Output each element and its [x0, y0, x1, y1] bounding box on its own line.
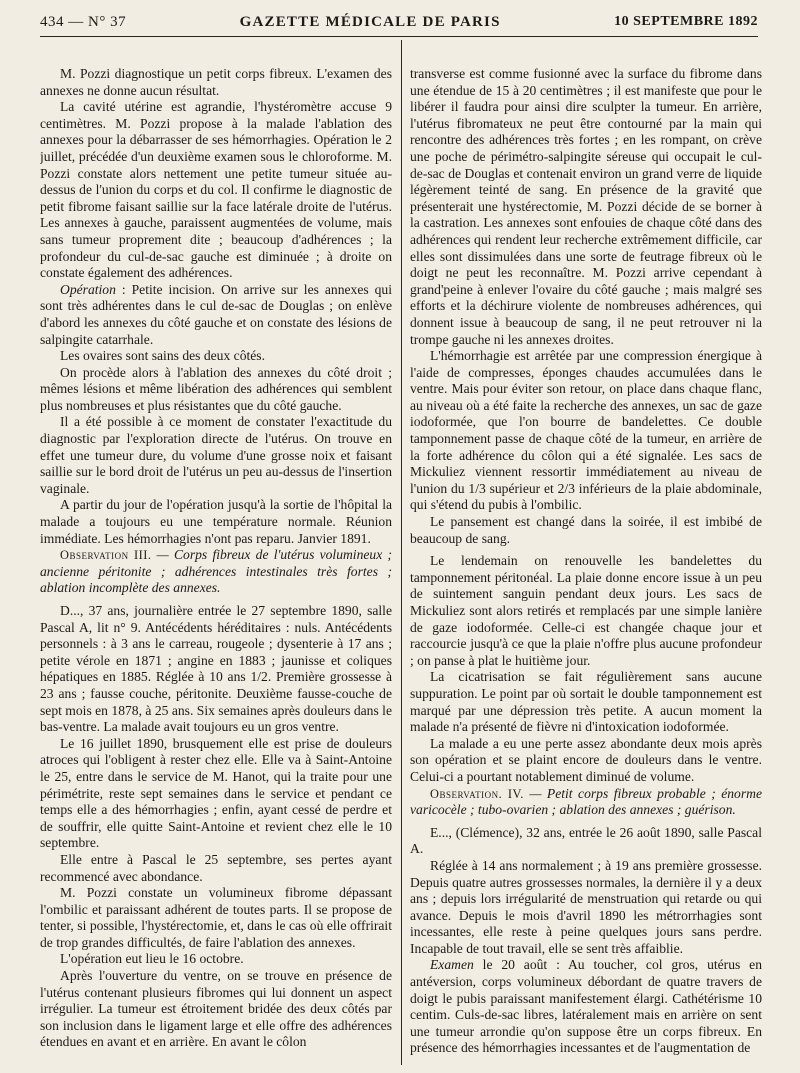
page-header	[40, 8, 758, 37]
paragraph: La cavité utérine est agrandie, l'hystéromètre accuse 9 centimètres. M. Pozzi propose à la malade l'ablation des annexes pour la débarrasser de ses hémorrhagies. Opération le 2 juillet, précédée d'un deuxième examen sous le chloroforme. M. Pozzi constate alors nettement une petite tumeur située au-dessus de l'union du corps et du col. Il confirme le diagnostic de petit fibrome faisant saillie sur la face latérale droite de l'utérus. Les annexes à gauche, paraissent augmentées de volume, mais sans tumeur proprement dite ; beaucoup d'adhérences ; la profondeur du cul-de-sac gauche est diminuée ; à droite on constate également des adhérences.	[40, 99, 392, 281]
observation-label: Observation. IV.	[430, 786, 524, 801]
paragraph: Il a été possible à ce moment de constater l'exactitude du diagnostic par l'exploration directe de l'utérus. On trouve en effet une tumeur dure, du volume d'une grosse noix et faisant saillie sur le bord droit de l'utérus un peu au-dessus de l'insertion vaginale.	[40, 414, 392, 496]
exam-label: Examen	[430, 957, 474, 973]
paragraph	[410, 957, 762, 1057]
paragraph	[40, 282, 392, 348]
journal-title: GAZETTE MÉDICALE DE PARIS	[239, 13, 501, 30]
observation-heading	[40, 547, 392, 597]
paragraph: L'hémorrhagie est arrêtée par une compression énergique à l'aide de compresses, éponges chaudes accumulées dans le ventre. Mais pour éviter son retour, on place dans chaque flanc, au niveau où a été faite la recherche des annexes, un sac de gaze iodoformée, que l'on bourre de bandelettes. Ce double tamponnement passe de chaque côté de la tumeur, en arrière de la forte adhérence du côlon qui a été signalée. Les sacs de Mickuliez viennent ressortir immédiatement au niveau de l'union du 1/3 supérieur et 2/3 inférieurs de la plaie abdominale, qui s'étend du pubis à l'ombilic.	[410, 348, 762, 513]
paragraph: Elle entre à Pascal le 25 septembre, ses pertes ayant recommencé avec abondance.	[40, 851, 392, 884]
observation-title: — Petit corps fibreux probable ; énorme varicocèle ; tubo-ovarien ; ablation des annexes ; guérison.	[410, 785, 762, 818]
observation-title: — Corps fibreux de l'utérus volumineux ; ancienne péritonite ; adhérences intestinales très fortes ; ablation incomplète des annexes.	[40, 547, 392, 596]
paragraph: La malade a eu une perte assez abondante deux mois après son opération et se plaint encore de douleurs dans le ventre. Celui-ci a pourtant notablement diminué de volume.	[410, 735, 762, 784]
paragraph: Le lendemain on renouvelle les bandelettes du tamponnement péritonéal. La plaie donne encore issue à un peu de suintement sanguin pendant deux jours. Les sacs de Mickuliez sont alors retirés et remplacés par une simple lanière de gaze iodoformée. Celle-ci est changée chaque jour et raccourcie jusqu'à ce que la plaie n'offre plus aucune profondeur ; on panse à plat le huitième jour.	[410, 553, 762, 668]
paragraph: Le 16 juillet 1890, brusquement elle est prise de douleurs atroces qui l'obligent à rester chez elle. Elle va à Saint-Antoine le 25, entre dans le service de M. Hanot, qui la traite pour une périmétrite, reste sept semaines dans le service et pendant ce temps elle a des hémorrhagies ; enfin, ayant cessé de perdre et de souffrir, elle quitte Saint-Antoine et revient chez elle le 10 septembre.	[40, 735, 392, 851]
paragraph: A partir du jour de l'opération jusqu'à la sortie de l'hôpital la malade a toujours eu une température normale. Réunion immédiate. Les hémorrhagies n'ont pas reparu. Janvier 1891.	[40, 497, 392, 546]
paragraph-text: le 20 août : Au toucher, col gros, utérus en antéversion, corps volumineux débordant de quatre travers de doigt le pubis paraissant manifestement élargi. Cathétérisme 10 centim. Culs-de-sac libres, latéralement mais en arrière on sent une tumeur arrondie qu'on suppose être un corps fibreux. En présence des hémorrhagies incessantes et de l'augmentation de	[410, 957, 762, 1056]
issue-date: 10 SEPTEMBRE 1892	[614, 14, 758, 29]
paragraph: Réglée à 14 ans normalement ; à 19 ans première grossesse. Depuis quatre autres grossesses normales, la dernière il y a deux ans ; depuis lors irrégularité de menstruation qui retarde ou qui avance. Depuis le mois d'avril 1890 les métrorrhagies sont incessantes, elle reste à peine quelques jours sans perdre. Incapable de tout travail, elle se sent très affaiblie.	[410, 857, 762, 956]
left-column	[40, 66, 392, 1066]
right-column	[410, 66, 762, 1066]
paragraph: Après l'ouverture du ventre, on se trouve en présence de l'utérus contenant plusieurs fibromes qui lui donnent un aspect irrégulier. La tumeur est étroitement bridée des deux côtés par son inclusion dans le ligament large et elle offre des adhérences étendues en avant et en arrière. En avant le côlon	[40, 968, 392, 1050]
paragraph: Les ovaires sont sains des deux côtés.	[60, 348, 265, 364]
paragraph: D..., 37 ans, journalière entrée le 27 septembre 1890, salle Pascal A, lit n° 9. Antécédents héréditaires : nuls. Antécédents personnels : à 3 ans le carreau, rougeole ; dysenterie à 17 ans ; petite vérole en 1871 ; angine en 1883 ; jaunisse et coliques hépatiques en 1885. Réglée à 10 ans 1/2. Première grossesse à 23 ans ; fausse couche, péritonite. Deuxième fausse-couche de sept mois en 1878, à 25 ans. Six semaines après douleurs dans le bas-ventre. La malade avait toujours eu un gros ventre.	[40, 603, 392, 735]
paragraph-text: : Petite incision. On arrive sur les annexes qui sont très adhérentes dans le cul de-sac de Douglas ; on enlève d'abord les annexes du côté gauche et on constate des lésions de salpingite catarrhale.	[40, 281, 392, 347]
paragraph: transverse est comme fusionné avec la surface du fibrome dans une étendue de 15 à 20 centimètres ; il est manifeste que pour le libérer il faudra pour ainsi dire sculpter la tumeur. En arrière, l'utérus fibromateux ne peut être contourné par la main qui rencontre des adhérences très fortes ; en les rompant, on crève une poche de périmétro-salpingite séreuse qui occupait le cul-de-sac de Douglas et contenait environ un grand verre de liquide légèrement teinté de sang. En présence de la gravité que présenterait une hystérectomie, M. Pozzi décide de se borner à la castration. Les annexes sont enfouies de chaque côté dans des adhérences qui rendent leur recherche extrêmement difficile, car elles sont dissimulées dans une sorte de feutrage fibreux où le doigt ne peut les reconnaître. M. Pozzi arrive cependant à grand'peine à enlever l'ovaire du côté gauche ; mais malgré ses efforts et la déchirure violente de nombreuses adhérences, qui donnent issue à beaucoup de sang, il ne peut retrouver ni la trompe gauche ni les annexes droites.	[410, 66, 762, 347]
observation-heading	[410, 786, 762, 819]
paragraph: On procède alors à l'ablation des annexes du côté droit ; mêmes lésions et même libération des adhérences qui semblent plus nombreuses et plus résistantes que du côté gauche.	[40, 364, 392, 413]
paragraph: M. Pozzi constate un volumineux fibrome dépassant l'ombilic et paraissant adhérent de toutes parts. Il se propose de tenter, si possible, l'hystérectomie, et, dans le cas où elle offrirait de trop grandes difficultés, de faire l'ablation des annexes.	[40, 885, 392, 950]
observation-label: Observation III.	[60, 548, 152, 563]
page-number: 434 — N° 37	[40, 13, 127, 30]
operation-label: Opération	[60, 281, 116, 297]
paragraph: L'opération eut lieu le 16 octobre.	[60, 951, 244, 967]
paragraph: Le pansement est changé dans la soirée, il est imbibé de beaucoup de sang.	[410, 514, 762, 546]
column-divider	[401, 40, 402, 1065]
paragraph: La cicatrisation se fait régulièrement sans aucune suppuration. Le point par où sortait le double tamponnement est marqué par une dépression très petite. A aucun moment la malade n'a présenté de fièvre ni d'intoxication iodoformée.	[410, 669, 762, 735]
paragraph: E..., (Clémence), 32 ans, entrée le 26 août 1890, salle Pascal A.	[410, 824, 762, 857]
paragraph: M. Pozzi diagnostique un petit corps fibreux. L'examen des annexes ne donne aucun résultat.	[40, 66, 392, 98]
